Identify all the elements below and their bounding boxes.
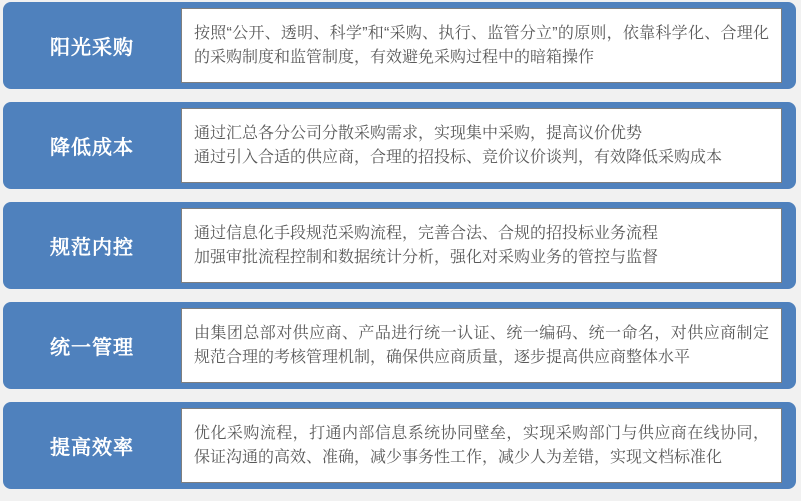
benefit-description-line: 优化采购流程，打通内部信息系统协同壁垒，实现采购部门与供应商在线协同，保证沟通的高效、准确，减少事务性工作，减少人为差错，实现文档标准化 [194,424,769,466]
benefit-row-efficiency [3,402,796,489]
benefit-description-line: 通过信息化手段规范采购流程，完善合法、合规的招投标业务流程 [194,224,659,242]
benefit-label-box [3,202,181,289]
benefit-description-line: 通过引入合适的供应商，合理的招投标、竞价议价谈判，有效降低采购成本 [194,148,723,166]
benefit-description-line: 加强审批流程控制和数据统计分析，强化对采购业务的管控与监督 [194,248,659,266]
benefit-label: 阳光采购 [50,37,134,59]
benefit-label-box [3,2,181,89]
benefit-label: 降低成本 [50,137,134,159]
benefit-label-box [3,302,181,389]
benefit-description-box [181,8,782,83]
benefit-label-box [3,102,181,189]
benefit-row-unified-management [3,302,796,389]
benefit-row-cost-reduction [3,102,796,189]
benefit-description-box [181,308,782,383]
benefit-row-internal-control [3,202,796,289]
benefit-description-line: 由集团总部对供应商、产品进行统一认证、统一编码、统一命名，对供应商制定规范合理的考核管理机制，确保供应商质量，逐步提高供应商整体水平 [194,324,769,366]
benefit-description-box [181,208,782,283]
benefit-description-box [181,408,782,483]
benefit-label: 提高效率 [50,437,134,459]
benefit-label: 统一管理 [50,337,134,359]
benefit-description-line: 通过汇总各分公司分散采购需求，实现集中采购，提高议价优势 [194,124,643,142]
benefit-description-line: 按照“公开、透明、科学”和“采购、执行、监管分立”的原则，依靠科学化、合理化的采购制度和监管制度，有效避免采购过程中的暗箱操作 [194,24,769,66]
benefit-row-sunshine-procurement [3,2,796,89]
benefit-description-box [181,108,782,183]
benefit-label-box [3,402,181,489]
benefit-label: 规范内控 [50,237,134,259]
